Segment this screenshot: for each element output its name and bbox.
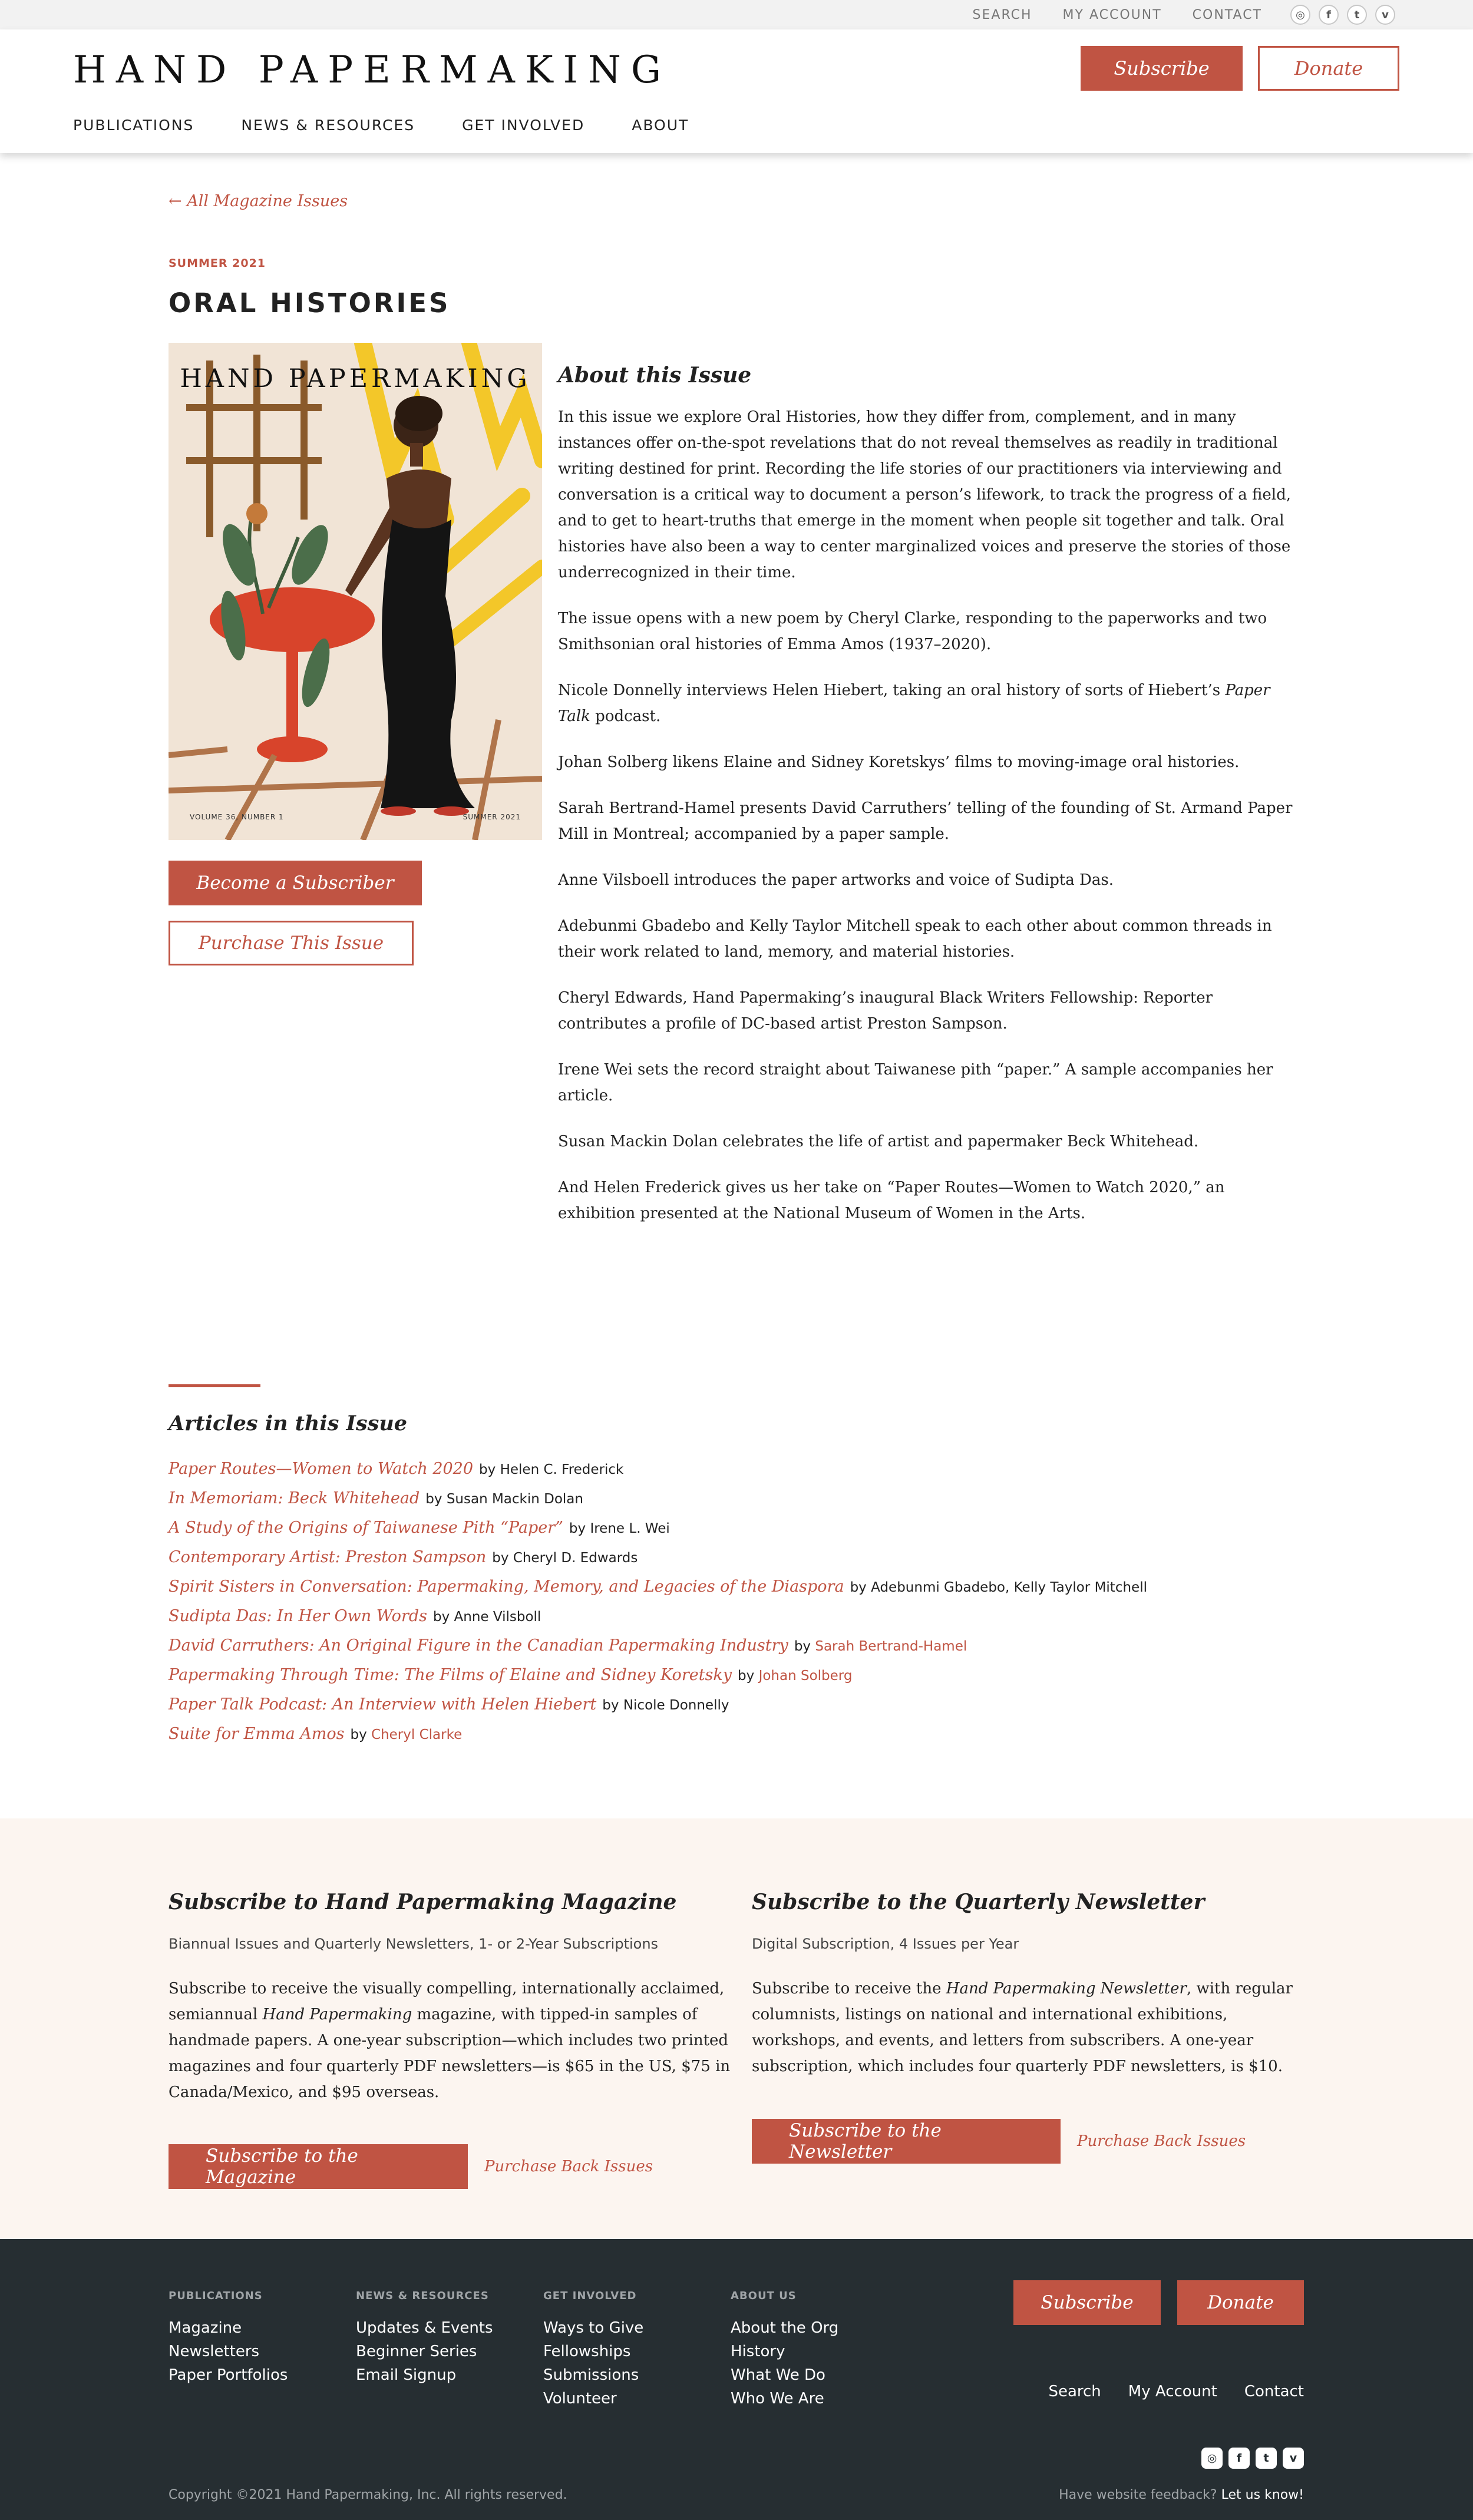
facebook-icon[interactable]: f	[1319, 5, 1339, 25]
footer-column-about	[731, 2290, 838, 2410]
twitter-icon[interactable]: t	[1256, 2448, 1277, 2469]
article-byline	[350, 1727, 462, 1742]
list-item	[169, 1695, 1288, 1725]
footer-link[interactable]: Email Signup	[356, 2366, 457, 2384]
facebook-icon[interactable]: f	[1228, 2448, 1250, 2469]
description-text: Subscribe to receive the	[752, 1980, 946, 1998]
description-text: Subscribe to receive the visually compelling, internationally acclaimed, semiannual	[169, 1980, 725, 2023]
about-issue	[558, 363, 1306, 1246]
by-text: by	[569, 1521, 586, 1536]
newsletter-actions	[752, 2119, 1246, 2164]
feedback-text	[1059, 2488, 1304, 2502]
about-paragraph: Sarah Bertrand-Hamel presents David Carruthers’ telling of the founding of St. Armand Paper Mill in Montreal; accompanied by a paper sample.	[558, 799, 1293, 843]
back-to-issues-link[interactable]: ← All Magazine Issues	[169, 192, 348, 210]
footer-link[interactable]: Magazine	[169, 2319, 242, 2337]
article-link[interactable]: Contemporary Artist: Preston Sampson	[169, 1548, 487, 1566]
nav-news-resources[interactable]: NEWS & RESOURCES	[241, 117, 415, 134]
article-author: Adebunmi Gbadebo, Kelly Taylor Mitchell	[871, 1580, 1147, 1595]
articles-divider	[169, 1384, 260, 1387]
about-paragraph	[558, 677, 1306, 729]
header-donate-button[interactable]: Donate	[1258, 46, 1399, 91]
by-text: by	[850, 1580, 867, 1595]
description-text: magazine, with tipped-in samples of handmade papers. A one-year subscription—which includes two printed magazines and four quarterly PDF newsletters—is $65 in the US, $75 in Canada/Mexico, and $95 overseas.	[169, 2006, 731, 2101]
subscribe-magazine-button[interactable]: Subscribe to the Magazine	[169, 2144, 468, 2189]
footer-link[interactable]: Volunteer	[543, 2390, 617, 2407]
footer-column-get-involved	[543, 2290, 643, 2410]
footer-link[interactable]: Updates & Events	[356, 2319, 493, 2337]
about-paragraph: Johan Solberg likens Elaine and Sidney Koretskys’ films to moving-image oral histories.	[558, 753, 1240, 771]
footer-column-publications	[169, 2290, 288, 2387]
vimeo-icon[interactable]: v	[1283, 2448, 1304, 2469]
magazine-heading: Subscribe to Hand Papermaking Magazine	[169, 1890, 677, 1914]
article-link[interactable]: Paper Talk Podcast: An Interview with Helen Hiebert	[169, 1695, 597, 1714]
footer-link[interactable]: What We Do	[731, 2366, 825, 2384]
by-text: by	[433, 1609, 450, 1625]
contact-link[interactable]: CONTACT	[1192, 7, 1262, 22]
about-paragraph: Susan Mackin Dolan celebrates the life of artist and papermaker Beck Whitehead.	[558, 1133, 1199, 1150]
article-byline	[479, 1462, 623, 1477]
newsletter-heading: Subscribe to the Quarterly Newsletter	[752, 1890, 1205, 1914]
cover-title: HAND PAPERMAKING	[180, 364, 531, 393]
article-byline	[738, 1668, 852, 1684]
search-link[interactable]: SEARCH	[972, 7, 1032, 22]
social-links	[1282, 5, 1395, 25]
footer-link[interactable]: About the Org	[731, 2319, 839, 2337]
nav-get-involved[interactable]: GET INVOLVED	[462, 117, 585, 134]
article-byline	[794, 1639, 967, 1654]
list-item	[169, 1460, 1288, 1489]
footer-account-link[interactable]: My Account	[1128, 2383, 1217, 2400]
article-author: Anne Vilsboll	[454, 1609, 541, 1625]
footer-link[interactable]: Submissions	[543, 2366, 639, 2384]
main-nav	[73, 117, 736, 134]
footer-column-heading: NEWS & RESOURCES	[356, 2290, 489, 2302]
article-link[interactable]: Paper Routes—Women to Watch 2020	[169, 1460, 474, 1478]
podcast-title: Paper Talk	[558, 682, 1270, 725]
vimeo-icon[interactable]: v	[1375, 5, 1395, 25]
about-text: Nicole Donnelly interviews Helen Hiebert, taking an oral history of sorts of Hiebert’s	[558, 682, 1226, 699]
article-author: Susan Mackin Dolan	[446, 1492, 583, 1507]
article-author: Nicole Donnelly	[623, 1698, 729, 1713]
footer-link[interactable]: Beginner Series	[356, 2343, 477, 2360]
by-text: by	[738, 1668, 755, 1684]
article-link[interactable]: Sudipta Das: In Her Own Words	[169, 1607, 427, 1625]
nav-about[interactable]: ABOUT	[632, 117, 689, 134]
issue-season: SUMMER 2021	[169, 257, 266, 270]
footer-link[interactable]: Ways to Give	[543, 2319, 644, 2337]
article-byline	[602, 1698, 729, 1713]
magazine-actions	[169, 2144, 653, 2189]
about-paragraph: The issue opens with a new poem by Cheryl Clarke, responding to the paperworks and two Smithsonian oral histories of Emma Amos (1937–2020).	[558, 610, 1267, 653]
newsletter-description	[752, 1976, 1306, 2079]
by-text: by	[425, 1492, 442, 1507]
list-item	[169, 1607, 1288, 1636]
article-link[interactable]: In Memoriam: Beck Whitehead	[169, 1489, 420, 1507]
purchase-back-issues-link[interactable]: Purchase Back Issues	[484, 2158, 653, 2175]
issue-cover-image	[169, 343, 542, 840]
footer-social-links	[1195, 2448, 1304, 2469]
footer-link[interactable]: History	[731, 2343, 785, 2360]
about-paragraph: Adebunmi Gbadebo and Kelly Taylor Mitchell speak to each other about common threads in their work related to land, memory, and material histories.	[558, 917, 1272, 961]
footer-column-heading: PUBLICATIONS	[169, 2290, 263, 2302]
article-author: Helen C. Frederick	[500, 1462, 624, 1477]
cover-illustration	[169, 343, 542, 840]
feedback-label: Have website feedback?	[1059, 2488, 1217, 2502]
nav-publications[interactable]: PUBLICATIONS	[73, 117, 194, 134]
article-link[interactable]: Papermaking Through Time: The Films of Elaine and Sidney Koretsky	[169, 1666, 732, 1684]
list-item	[169, 1578, 1288, 1607]
about-text: podcast.	[590, 707, 661, 725]
by-text: by	[479, 1462, 496, 1477]
purchase-issue-button[interactable]: Purchase This Issue	[169, 921, 414, 965]
footer-column-heading: GET INVOLVED	[543, 2290, 637, 2302]
article-author: Irene L. Wei	[590, 1521, 670, 1536]
cover-volume: VOLUME 36, NUMBER 1	[190, 813, 284, 821]
article-author: Cheryl D. Edwards	[513, 1550, 638, 1566]
purchase-back-issues-link[interactable]: Purchase Back Issues	[1077, 2132, 1246, 2150]
page-title: ORAL HISTORIES	[169, 287, 451, 319]
article-byline	[569, 1521, 670, 1536]
footer-link[interactable]: Paper Portfolios	[169, 2366, 288, 2384]
site-footer	[0, 2239, 1473, 2520]
newsletter-meta: Digital Subscription, 4 Issues per Year	[752, 1936, 1019, 1952]
about-paragraph: Cheryl Edwards, Hand Papermaking’s inaugural Black Writers Fellowship: Reporter contributes a profile of DC-based artist Preston Sampson.	[558, 989, 1213, 1033]
subscribe-newsletter-button[interactable]: Subscribe to the Newsletter	[752, 2119, 1061, 2164]
footer-link[interactable]: Who We Are	[731, 2390, 824, 2407]
by-text: by	[602, 1698, 619, 1713]
footer-link[interactable]: Fellowships	[543, 2343, 631, 2360]
footer-link[interactable]: Newsletters	[169, 2343, 260, 2360]
article-byline	[492, 1550, 638, 1566]
newsletter-name: Hand Papermaking Newsletter	[946, 1980, 1187, 1998]
site-header	[0, 29, 1473, 153]
article-author-link[interactable]: Cheryl Clarke	[371, 1727, 463, 1742]
by-text: by	[350, 1727, 367, 1742]
footer-utility-links	[1021, 2383, 1304, 2400]
feedback-link[interactable]: Let us know!	[1221, 2488, 1304, 2502]
footer-donate-button[interactable]: Donate	[1177, 2280, 1304, 2325]
footer-contact-link[interactable]: Contact	[1244, 2383, 1304, 2400]
articles-list	[169, 1460, 1288, 1754]
about-paragraph: Irene Wei sets the record straight about Taiwanese pith “paper.” A sample accompanies her article.	[558, 1061, 1273, 1104]
article-byline	[425, 1492, 583, 1507]
about-paragraph: In this issue we explore Oral Histories, how they differ from, complement, and in many instances offer on-the-spot revelations that do not reveal themselves as readily in traditional writing destined for print. Recording the life stories of our practitioners via interviewing and conversation is a critical way to document a person’s lifework, to track the progress of a field, and to get to heart-truths that emerge in the moment when people sit together and talk. Oral histories have also been a way to center marginalized voices and preserve the stories of those underrecognized in their time.	[558, 408, 1291, 581]
utility-links	[973, 0, 1395, 29]
list-item	[169, 1725, 1288, 1754]
article-author-link[interactable]: Johan Solberg	[758, 1668, 853, 1684]
my-account-link[interactable]: MY ACCOUNT	[1062, 7, 1162, 22]
footer-column-news	[356, 2290, 493, 2387]
articles-heading: Articles in this Issue	[169, 1411, 408, 1436]
by-text: by	[794, 1639, 811, 1654]
about-paragraph: Anne Vilsboell introduces the paper artworks and voice of Sudipta Das.	[558, 871, 1114, 889]
copyright-text: Copyright ©2021 Hand Papermaking, Inc. All rights reserved.	[169, 2488, 567, 2502]
about-paragraph: And Helen Frederick gives us her take on “Paper Routes—Women to Watch 2020,” an exhibition presented at the National Museum of Women in the Arts.	[558, 1179, 1225, 1222]
description-text: , with regular columnists, listings on national and international exhibitions, workshops, and events, and letters from subscribers. A one-year subscription, which includes four quarterly PDF newsletters, is $10.	[752, 1980, 1293, 2075]
twitter-icon[interactable]: t	[1347, 5, 1367, 25]
site-logo[interactable]: HAND PAPERMAKING	[73, 48, 672, 92]
cover-season: SUMMER 2021	[463, 813, 521, 821]
footer-column-heading: ABOUT US	[731, 2290, 797, 2302]
article-byline	[850, 1580, 1147, 1595]
footer-subscribe-button[interactable]: Subscribe	[1013, 2280, 1161, 2325]
subscribe-section	[0, 1818, 1473, 2239]
magazine-description	[169, 1976, 734, 2105]
footer-search-link[interactable]: Search	[1048, 2383, 1101, 2400]
magazine-subscribe-block	[169, 1890, 734, 2105]
article-author-link[interactable]: Sarah Bertrand-Hamel	[815, 1639, 967, 1654]
list-item	[169, 1548, 1288, 1578]
newsletter-subscribe-block	[752, 1890, 1306, 2079]
list-item	[169, 1636, 1288, 1666]
list-item	[169, 1489, 1288, 1519]
instagram-icon[interactable]: ◎	[1201, 2448, 1223, 2469]
become-subscriber-button[interactable]: Become a Subscriber	[169, 861, 422, 905]
article-link[interactable]: Spirit Sisters in Conversation: Papermaking, Memory, and Legacies of the Diaspora	[169, 1578, 844, 1596]
article-link[interactable]: Suite for Emma Amos	[169, 1725, 345, 1743]
article-link[interactable]: David Carruthers: An Original Figure in the Canadian Papermaking Industry	[169, 1636, 788, 1655]
article-byline	[433, 1609, 541, 1625]
header-subscribe-button[interactable]: Subscribe	[1081, 46, 1243, 91]
article-link[interactable]: A Study of the Origins of Taiwanese Pith “Paper”	[169, 1519, 563, 1537]
magazine-meta: Biannual Issues and Quarterly Newsletters, 1- or 2-Year Subscriptions	[169, 1936, 659, 1952]
by-text: by	[492, 1550, 509, 1566]
magazine-name: Hand Papermaking	[262, 2006, 412, 2023]
list-item	[169, 1519, 1288, 1548]
about-heading: About this Issue	[558, 363, 752, 388]
list-item	[169, 1666, 1288, 1695]
utility-bar	[0, 0, 1473, 29]
instagram-icon[interactable]: ◎	[1290, 5, 1310, 25]
